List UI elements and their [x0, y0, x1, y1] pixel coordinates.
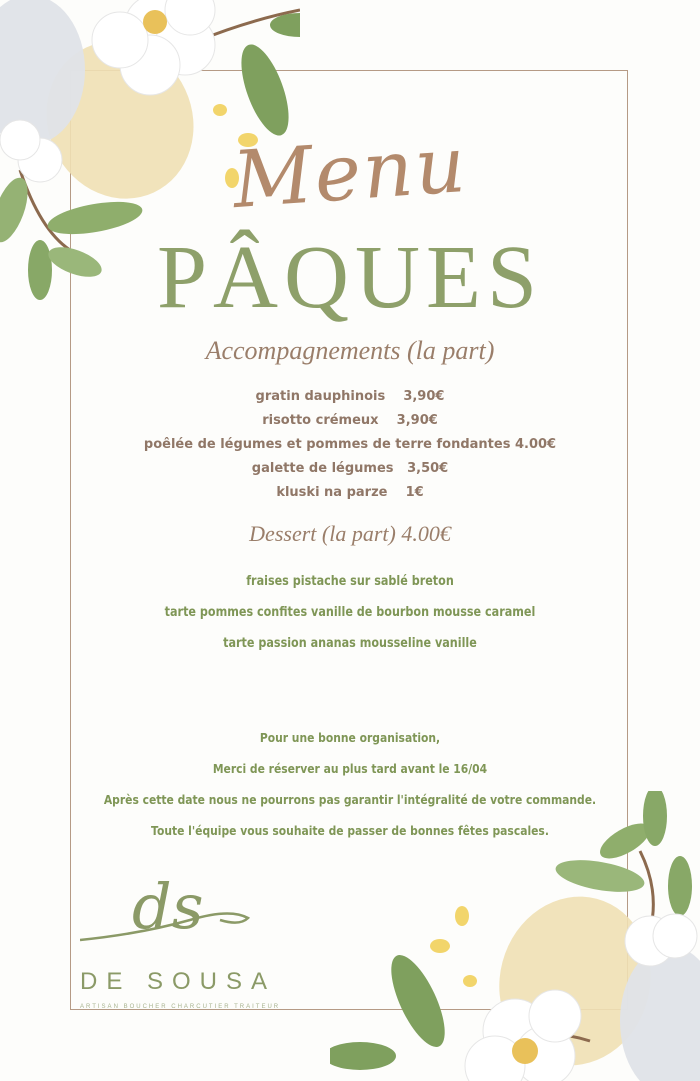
menu-item: gratin dauphinois 3,90€	[255, 389, 445, 404]
accompaniments-list	[0, 385, 700, 505]
notice-line: Après cette date nous ne pourrons pas garantir l'intégralité de votre commande.	[103, 792, 597, 807]
dessert-item: tarte pommes confites vanille de bourbon mousse caramel	[164, 605, 536, 620]
brand-tagline: ARTISAN BOUCHER CHARCUTIER TRAITEUR	[80, 1004, 281, 1010]
accompaniments-heading: Accompagnements (la part)	[205, 336, 495, 365]
paques-title: PÂQUES	[156, 228, 544, 327]
menu-script-title: Menu	[229, 119, 471, 227]
dessert-list	[49, 566, 651, 659]
reservation-notice	[49, 722, 651, 846]
brand-name: DE SOUSA	[80, 968, 277, 995]
notice-line: Merci de réserver au plus tard avant le 16/04	[212, 761, 488, 776]
dessert-item: fraises pistache sur sablé breton	[246, 574, 454, 589]
menu-item: poêlée de légumes et pommes de terre fondantes 4.00€	[143, 437, 557, 452]
menu-item: galette de légumes 3,50€	[251, 461, 449, 476]
ds-monogram-logo	[80, 870, 255, 950]
svg-text:ds: ds	[132, 870, 204, 943]
notice-line: Toute l'équipe vous souhaite de passer de bonnes fêtes pascales.	[151, 823, 549, 838]
notice-line: Pour une bonne organisation,	[259, 730, 441, 745]
menu-item: kluski na parze 1€	[276, 485, 424, 500]
dessert-item: tarte passion ananas mousseline vanille	[223, 636, 477, 651]
dessert-heading: Dessert (la part) 4.00€	[249, 521, 451, 546]
menu-item: risotto crémeux 3,90€	[262, 413, 438, 428]
